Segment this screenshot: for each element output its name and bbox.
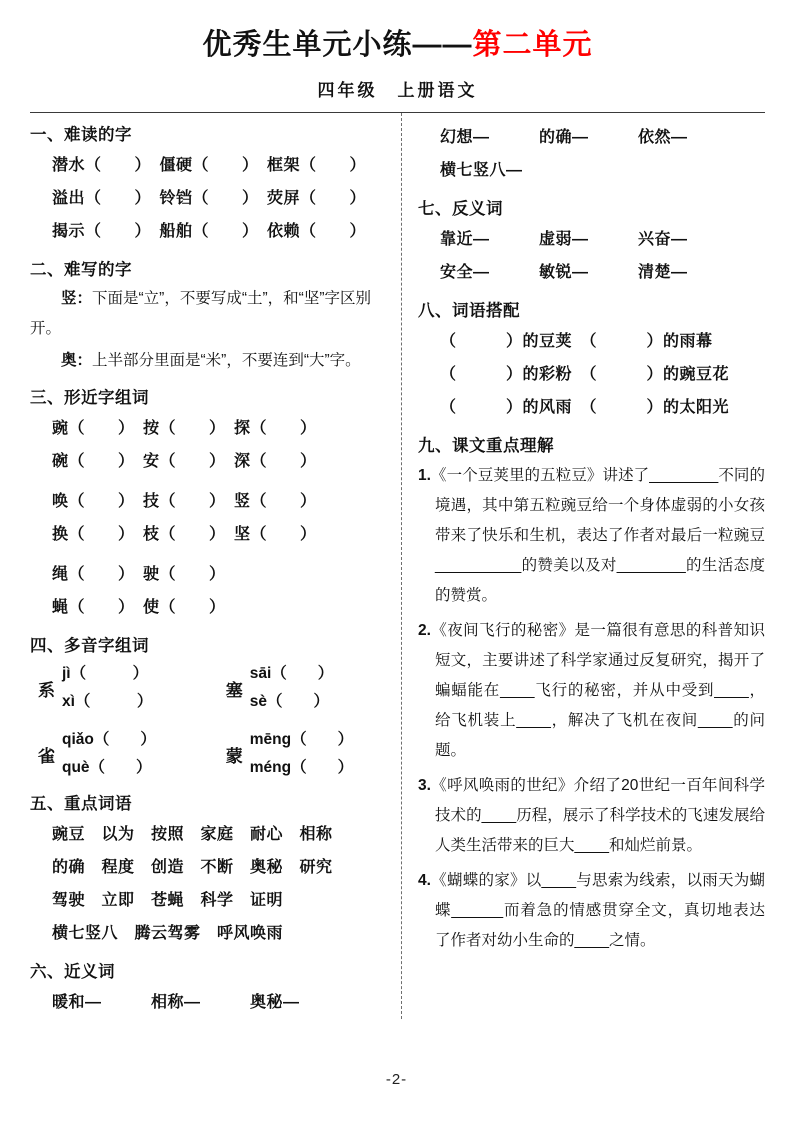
polyphonic-character: 蒙 [225,746,243,766]
page-subtitle: 四年级 上册语文 [317,81,478,100]
word-line: 横七竖八— [440,162,523,179]
section-heading: 六、近义词 [30,963,115,981]
polyphonic-entry [226,726,389,782]
section-heading: 九、课文重点理解 [418,437,554,455]
section-hard-to-write-characters [30,256,389,376]
word-line: 暖和— 相称— 奥秘— [52,994,300,1011]
writing-note [30,284,389,344]
section-synonyms [30,958,389,1019]
section-similar-characters [30,384,389,624]
content-columns [30,113,765,1019]
polyphonic-readings [62,660,152,716]
item-number: 3. [418,777,431,794]
word-line: 揭示（ ） 船舶（ ） 依赖（ ） [52,223,367,240]
item-text: 《呼风唤雨的世纪》介绍了20世纪一百年间科学技术的____历程，展示了科学技术的飞速发展给人类生活带来的巨大____和灿烂前景。 [430,777,765,854]
polyphonic-readings [62,726,156,782]
polyphonic-character: 塞 [225,680,243,700]
polyphonic-character: 系 [38,680,55,700]
word-line: 蝇（ ） 使（ ） [52,599,226,616]
polyphonic-entry [226,660,389,716]
reading-line: sè（ ） [249,693,329,710]
note-lead: 奥： [61,352,93,369]
word-line: 横七竖八 腾云驾雾 呼风唤雨 [52,925,284,942]
polyphonic-entry [38,660,226,716]
word-line: 豌豆 以为 按照 家庭 耐心 相称 [52,826,333,843]
word-line: 绳（ ） 驶（ ） [52,566,226,583]
page-number: -2- [385,1071,408,1088]
comprehension-item [418,771,765,861]
comprehension-item [418,616,765,766]
word-line: 幻想— 的确— 依然— [440,129,688,146]
comprehension-item [418,866,765,956]
word-line: 唤（ ） 技（ ） 竖（ ） [52,493,317,510]
reading-line: mēng（ ） [249,731,354,748]
polyphonic-character: 雀 [38,746,55,766]
polyphonic-readings [250,726,353,782]
word-line: 靠近— 虚弱— 兴奋— [440,231,688,248]
item-number: 2. [418,622,431,639]
word-line: （ ）的风雨 （ ）的太阳光 [440,399,730,416]
section-heading: 七、反义词 [418,200,503,218]
note-text: 上半部分里面是“米”，不要连到“大”字。 [92,352,361,369]
note-text: 下面是“立”，不要写成“土”，和“坚”字区别开。 [30,290,371,337]
section-heading: 四、多音字组词 [30,637,149,655]
page-title [30,22,765,63]
word-line: 安全— 敏锐— 清楚— [440,264,688,281]
item-text: 《一个豆荚里的五粒豆》讲述了________不同的境遇，其中第五粒豌豆给一个身体虚弱的小女孩带来了快乐和生机，表达了作者对最后一粒豌豆__________的赞美以及对________的生活态度的赞赏。 [430,467,765,604]
section-heading: 八、词语搭配 [418,302,520,320]
word-line: 豌（ ） 按（ ） 探（ ） [52,420,317,437]
section-hard-to-read-characters [30,121,389,248]
word-line: （ ）的彩粉 （ ）的豌豆花 [440,366,730,383]
reading-line: xì（ ） [62,693,153,710]
reading-line: sāi（ ） [249,665,334,682]
word-line: 潜水（ ） 僵硬（ ） 框架（ ） [52,157,367,174]
note-lead: 竖： [61,290,93,307]
right-column [402,113,765,1019]
word-line: 换（ ） 枝（ ） 坚（ ） [52,526,317,543]
left-column [30,113,402,1019]
polyphonic-grid [30,660,389,782]
comprehension-item [418,461,765,611]
item-text: 《夜间飞行的秘密》是一篇很有意思的科普知识短文，主要讲述了科学家通过反复研究，揭开了蝙蝠能在____飞行的秘密，并从中受到____，给飞机装上____，解决了飞机在夜间____的问题。 [430,622,765,759]
item-number: 4. [418,872,431,889]
writing-note [30,346,389,376]
polyphonic-readings [250,660,334,716]
word-line: 的确 程度 创造 不断 奥秘 研究 [52,859,333,876]
reading-line: qiǎo（ ） [62,731,156,748]
section-heading: 三、形近字组词 [30,389,149,407]
item-number: 1. [418,467,431,484]
section-heading: 二、难写的字 [30,261,132,279]
section-heading: 一、难读的字 [30,126,132,144]
section-heading: 五、重点词语 [30,795,132,813]
section-antonyms [418,195,765,289]
section-key-words [30,790,389,950]
word-line: 碗（ ） 安（ ） 深（ ） [52,453,317,470]
polyphonic-entry [38,726,226,782]
section-synonyms-continued [418,121,765,187]
item-text: 《蝴蝶的家》以____与思索为线索，以雨天为蝴蝶______而着急的情感贯穿全文，真切地表达了作者对幼小生命的____之情。 [430,872,765,949]
reading-line: jì（ ） [62,665,149,682]
section-word-collocation [418,297,765,424]
word-line: （ ）的豆荚 （ ）的雨幕 [440,333,713,350]
reading-line: què（ ） [62,759,152,776]
section-polyphonic-characters [30,632,389,782]
title-red: 第二单元 [472,29,593,61]
word-line: 溢出（ ） 铃铛（ ） 荧屏（ ） [52,190,367,207]
section-text-comprehension [418,432,765,956]
word-line: 驾驶 立即 苍蝇 科学 证明 [52,892,284,909]
reading-line: méng（ ） [249,759,354,776]
title-black: 优秀生单元小练—— [202,29,473,61]
